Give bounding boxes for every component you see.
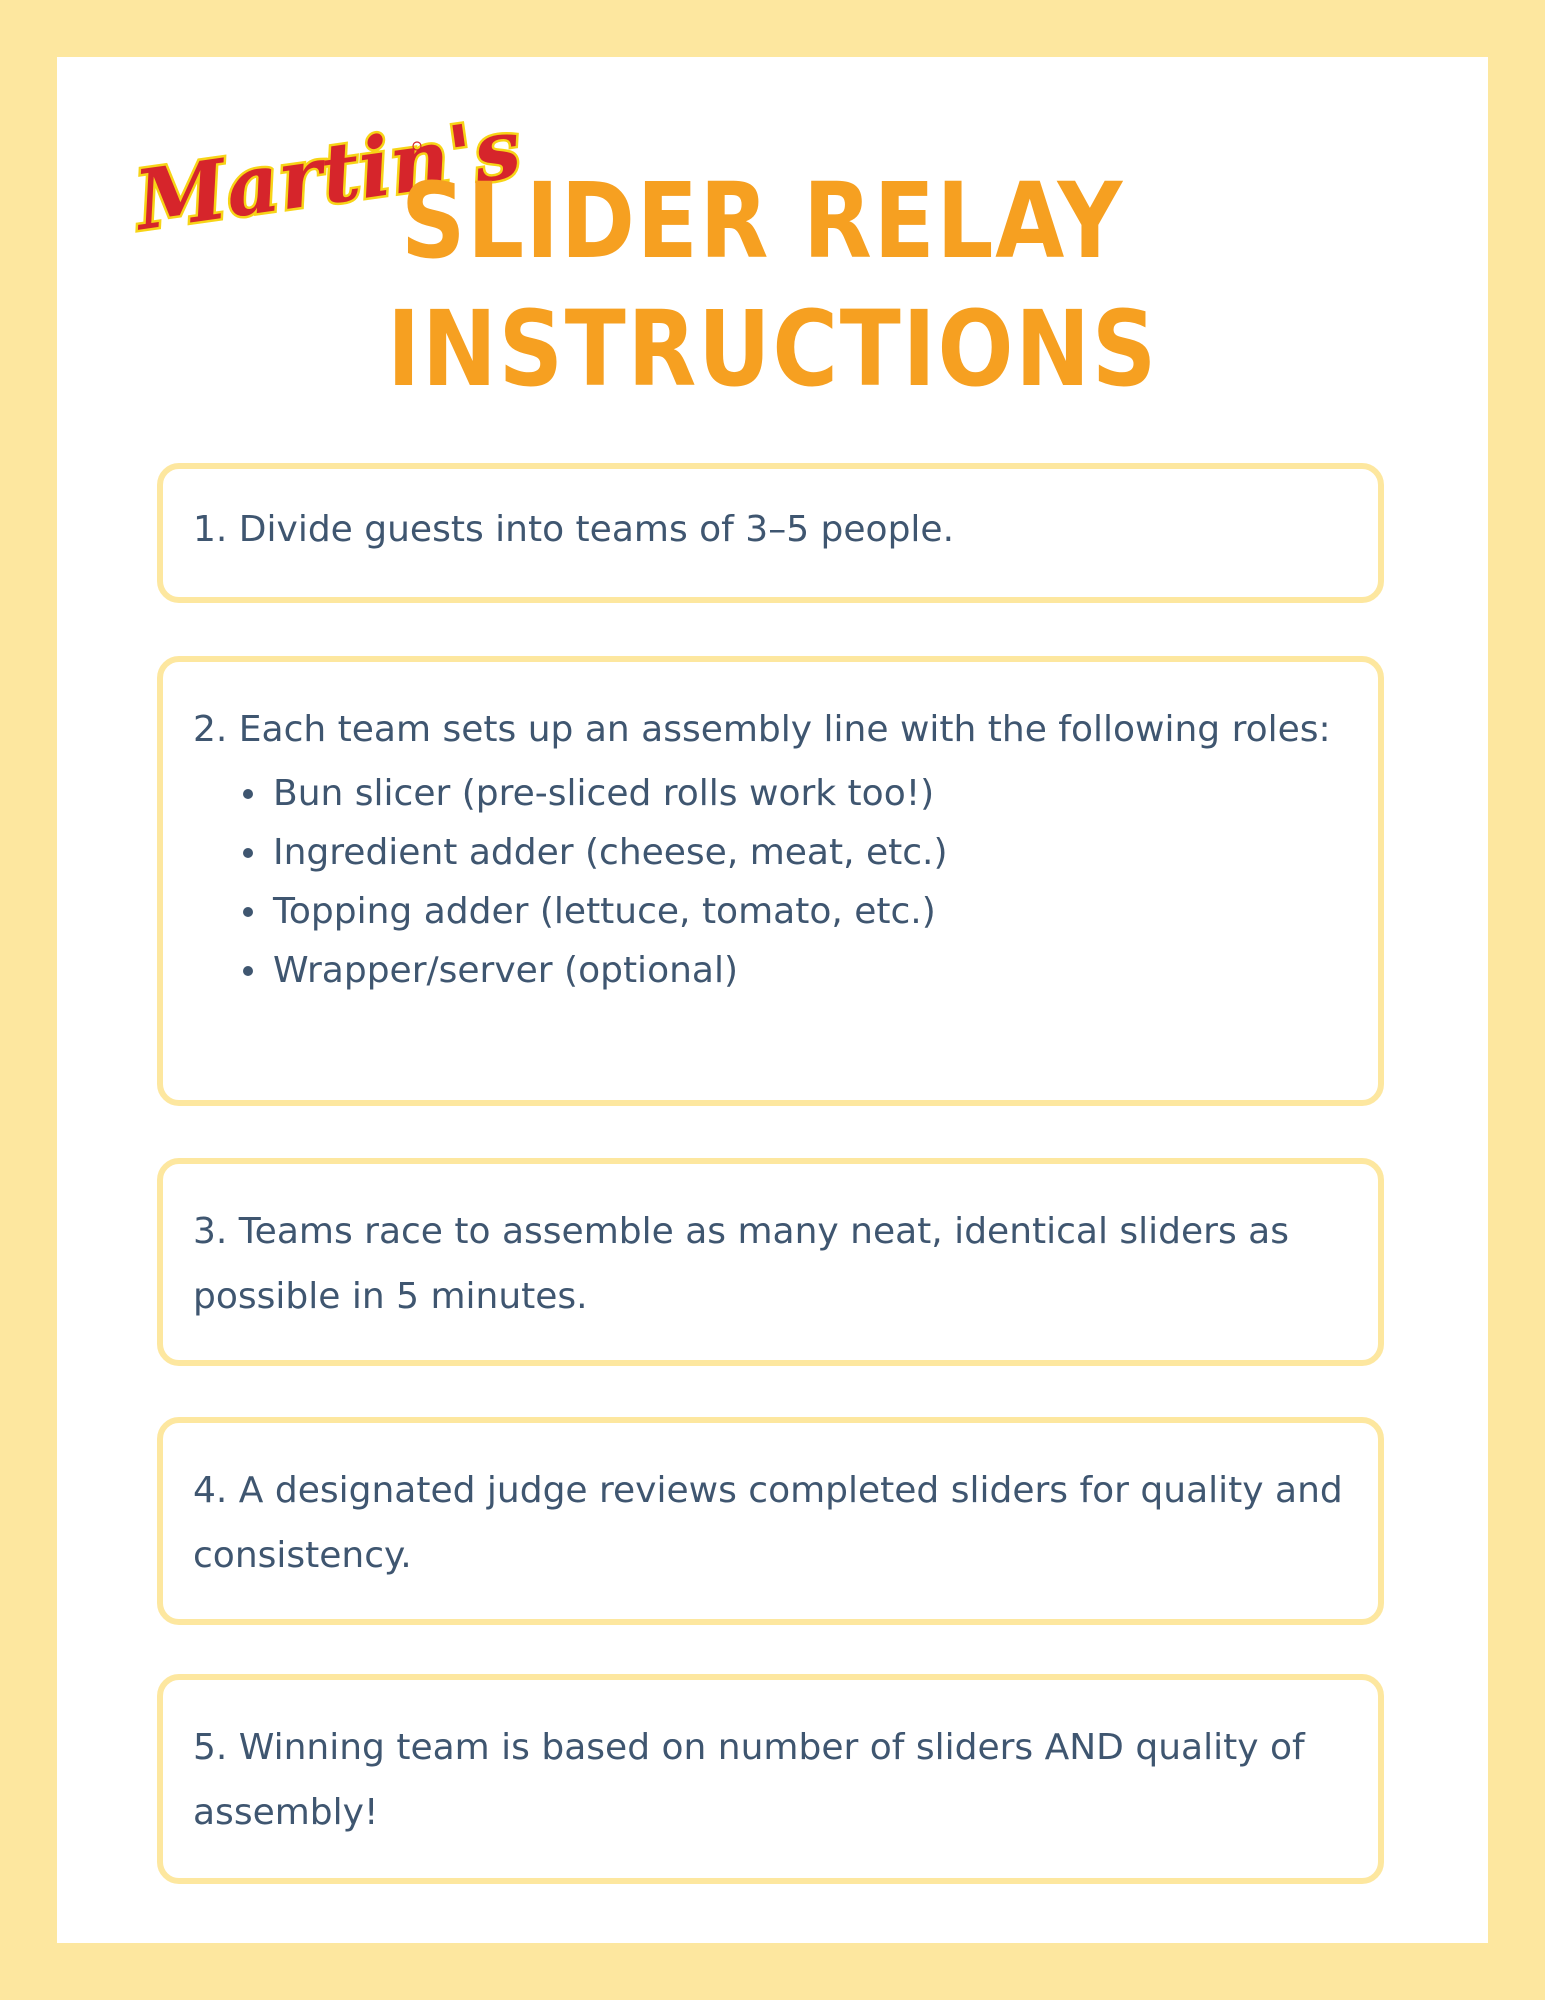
step-1-text: 1. Divide guests into teams of 3–5 people. xyxy=(193,509,955,550)
roles-list xyxy=(193,764,1348,1000)
step-card-5 xyxy=(157,1674,1384,1884)
step-3-text: 3. Teams race to assemble as many neat, identical sliders as possible in 5 minutes. xyxy=(193,1211,1289,1317)
list-item xyxy=(243,941,1348,1000)
step-card-4 xyxy=(157,1417,1384,1625)
bullet-icon xyxy=(243,966,253,976)
title-line-1: SLIDER RELAY xyxy=(400,160,1125,282)
list-item xyxy=(243,823,1348,882)
step-5-text: 5. Winning team is based on number of sliders AND quality of assembly! xyxy=(193,1727,1305,1833)
role-label: Ingredient adder (cheese, meat, etc.) xyxy=(273,832,948,873)
bullet-icon xyxy=(243,907,253,917)
step-card-1 xyxy=(157,463,1384,603)
svg-text:Martin's: Martin's xyxy=(129,100,527,250)
step-2-text: 2. Each team sets up an assembly line with the following roles: xyxy=(193,709,1331,750)
bullet-icon xyxy=(243,848,253,858)
bullet-icon xyxy=(243,789,253,799)
list-item xyxy=(243,882,1348,941)
step-4-text: 4. A designated judge reviews completed sliders for quality and consistency. xyxy=(193,1470,1343,1576)
role-label: Topping adder (lettuce, tomato, etc.) xyxy=(273,891,936,932)
step-card-3 xyxy=(157,1158,1384,1366)
title-line-2: INSTRUCTIONS xyxy=(387,288,1158,410)
page-title xyxy=(57,157,1488,413)
page-sheet xyxy=(57,57,1488,1943)
step-card-2 xyxy=(157,656,1384,1106)
role-label: Wrapper/server (optional) xyxy=(273,950,739,991)
list-item xyxy=(243,764,1348,823)
role-label: Bun slicer (pre-sliced rolls work too!) xyxy=(273,773,935,814)
